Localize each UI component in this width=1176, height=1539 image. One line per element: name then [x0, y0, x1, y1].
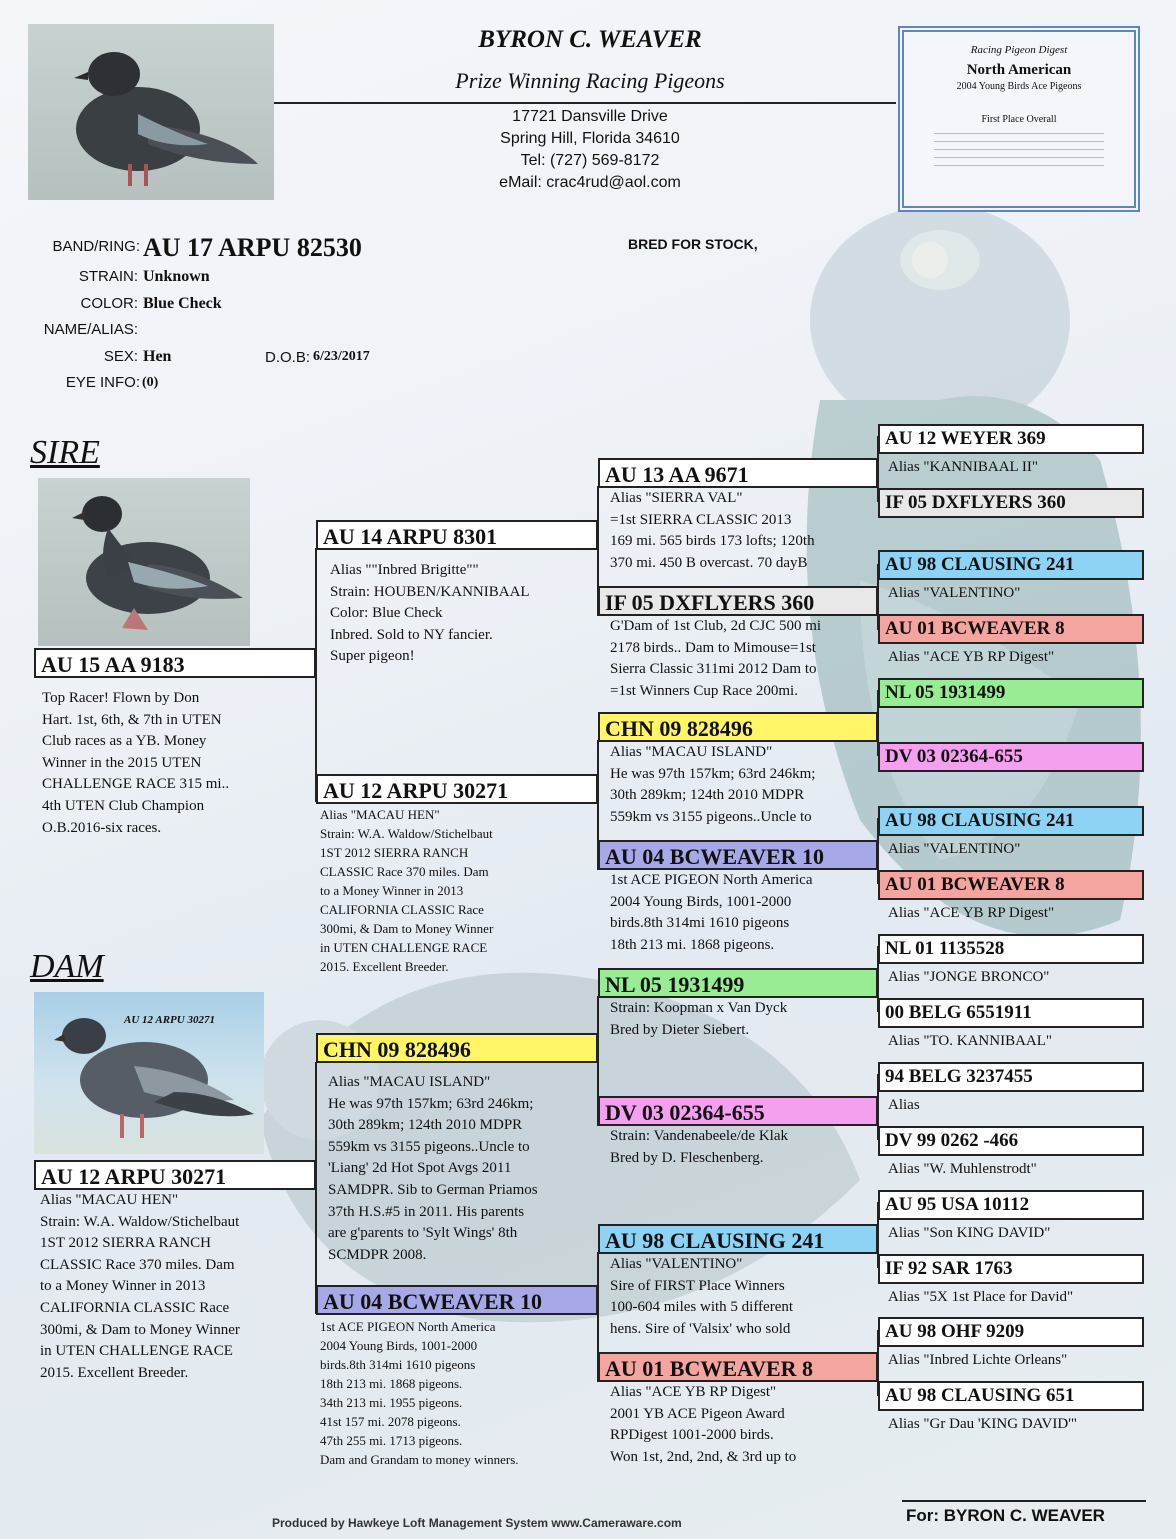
gen4-band[interactable]: AU 98 CLAUSING 241	[878, 806, 1144, 836]
gen3-notes	[610, 742, 815, 828]
note-line: Strain: Vandenabeele/de Klak	[610, 1128, 788, 1144]
strain-label: STRAIN:	[78, 268, 138, 285]
note-line: hens. Sire of 'Valsix' who sold	[610, 1320, 791, 1337]
note-line: SCMDPR 2008.	[328, 1246, 427, 1263]
note-line: O.B.2016-six races.	[42, 819, 162, 836]
header-bird-photo	[28, 24, 274, 200]
gen4-alias: Alias "JONGE BRONCO"	[888, 969, 1050, 985]
note-line: Club races as a YB. Money	[42, 733, 207, 750]
gen4-band[interactable]: AU 95 USA 10112	[878, 1190, 1144, 1220]
sire-photo	[38, 478, 250, 646]
gen3-band[interactable]: AU 98 CLAUSING 241	[598, 1224, 878, 1254]
gen4-alias: Alias "KANNIBAAL II"	[888, 459, 1038, 475]
gen4-alias: Alias "Inbred Lichte Orleans"	[888, 1352, 1068, 1368]
note-line: Strain: HOUBEN/KANNIBAAL	[330, 583, 530, 600]
note-line: =1st Winners Cup Race 200mi.	[610, 682, 798, 699]
note-line: 18th 213 mi. 1868 pigeons.	[610, 936, 775, 953]
pigeon-icon	[28, 24, 274, 200]
gen4-alias: Alias "5X 1st Place for David"	[888, 1289, 1074, 1305]
header-rule	[274, 102, 896, 104]
note-line: Sierra Classic 311mi 2012 Dam to	[610, 661, 817, 678]
gen2-dam-dam-notes	[320, 1317, 519, 1469]
note-line: Bred by Dieter Siebert.	[610, 1021, 750, 1038]
note-line: Alias "MACAU ISLAND"	[328, 1074, 491, 1090]
gen3-notes	[610, 998, 787, 1041]
note-line: 4th UTEN Club Champion	[42, 797, 205, 814]
note-line: 30th 289km; 124th 2010 MDPR	[610, 787, 805, 804]
note-line: 2001 YB ACE Pigeon Award	[610, 1405, 785, 1422]
note-line: He was 97th 157km; 63rd 246km;	[328, 1095, 534, 1112]
note-line: Top Racer! Flown by Don	[42, 690, 200, 706]
note-line: are g'parents to 'Sylt Wings' 8th	[328, 1225, 518, 1242]
note-line: Inbred. Sold to NY fancier.	[330, 626, 493, 643]
gen4-band[interactable]: AU 98 CLAUSING 241	[878, 550, 1144, 580]
bred-for: BRED FOR STOCK,	[628, 236, 758, 252]
award-certificate	[898, 26, 1140, 212]
gen4-band[interactable]: NL 05 1931499	[878, 678, 1144, 708]
note-line: 2004 Young Birds, 1001-2000	[320, 1338, 478, 1353]
note-line: 100-604 miles with 5 different	[610, 1299, 794, 1316]
note-line: Bred by D. Fleschenberg.	[610, 1149, 764, 1166]
certificate-line-2: 2004 Young Birds Ace Pigeons	[956, 81, 1082, 92]
note-line: in UTEN CHALLENGE RACE	[40, 1343, 233, 1360]
address-line-1: 17721 Dansville Drive	[512, 108, 668, 125]
note-line: Color: Blue Check	[330, 605, 443, 622]
gen3-band[interactable]: IF 05 DXFLYERS 360	[598, 586, 878, 616]
produced-by: Produced by Hawkeye Loft Management System www.Cameraware.com	[272, 1516, 682, 1530]
note-line: 1ST 2012 SIERRA RANCH	[320, 845, 469, 860]
breeder-name: BYRON C. WEAVER	[478, 26, 702, 53]
gen4-band[interactable]: NL 01 1135528	[878, 934, 1144, 964]
pigeon-icon	[38, 478, 250, 646]
gen3-notes	[610, 1382, 796, 1468]
pigeon-icon	[34, 992, 264, 1154]
gen4-band[interactable]: AU 98 OHF 9209	[878, 1317, 1144, 1347]
certificate-line-1: North American	[966, 62, 1072, 78]
note-line: He was 97th 157km; 63rd 246km;	[610, 765, 816, 782]
gen4-band[interactable]: DV 99 0262 -466	[878, 1126, 1144, 1156]
gen4-band[interactable]: 94 BELG 3237455	[878, 1062, 1144, 1092]
note-line: 34th 213 mi. 1955 pigeons.	[320, 1395, 463, 1410]
note-line: Alias ""Inbred Brigitte""	[330, 562, 479, 578]
gen4-alias: Alias "TO. KANNIBAAL"	[888, 1033, 1053, 1049]
gen2-sire-sire-band[interactable]: AU 14 ARPU 8301	[316, 520, 598, 550]
gen3-notes	[610, 1126, 788, 1169]
note-line: 559km vs 3155 pigeons..Uncle to	[328, 1138, 530, 1155]
gen4-alias: Alias "Gr Dau 'KING DAVID'"	[888, 1416, 1078, 1432]
band-label: BAND/RING:	[52, 238, 140, 255]
note-line: 300mi, & Dam to Money Winner	[320, 921, 494, 936]
gen2-dam-sire-band[interactable]: CHN 09 828496	[316, 1033, 598, 1063]
dam-band[interactable]: AU 12 ARPU 30271	[34, 1160, 316, 1190]
note-line: Alias "ACE YB RP Digest"	[610, 1384, 777, 1400]
certificate-title: Racing Pigeon Digest	[970, 44, 1068, 56]
note-line: birds.8th 314mi 1610 pigeons	[320, 1357, 476, 1372]
gen4-band[interactable]: AU 01 BCWEAVER 8	[878, 870, 1144, 900]
eye-label: EYE INFO:	[65, 374, 140, 391]
gen3-band[interactable]: DV 03 02364-655	[598, 1096, 878, 1126]
name-label: NAME/ALIAS:	[43, 321, 138, 338]
note-line: 37th H.S.#5 in 2011. His parents	[328, 1203, 525, 1220]
gen4-band[interactable]: DV 03 02364-655	[878, 742, 1144, 772]
note-line: 30th 289km; 124th 2010 MDPR	[328, 1117, 523, 1134]
gen4-band[interactable]: IF 05 DXFLYERS 360	[878, 488, 1144, 518]
note-line: Sire of FIRST Place Winners	[610, 1277, 785, 1294]
gen2-sire-dam-notes	[320, 805, 493, 976]
gen4-alias: Alias	[888, 1097, 920, 1113]
note-line: to a Money Winner in 2013	[40, 1278, 206, 1295]
note-line: Strain: Koopman x Van Dyck	[610, 1000, 788, 1016]
note-line: in UTEN CHALLENGE RACE	[320, 940, 488, 955]
phone: Tel: (727) 569-8172	[520, 152, 660, 169]
note-line: CALIFORNIA CLASSIC Race	[40, 1299, 230, 1316]
note-line: =1st SIERRA CLASSIC 2013	[610, 511, 792, 528]
gen4-alias: Alias "VALENTINO"	[888, 585, 1021, 601]
band-value: AU 17 ARPU 82530	[143, 233, 362, 262]
note-line: 41st 157 mi. 2078 pigeons.	[320, 1414, 461, 1429]
gen3-band[interactable]: NL 05 1931499	[598, 968, 878, 998]
note-line: Strain: W.A. Waldow/Stichelbaut	[320, 826, 493, 841]
gen3-notes	[610, 1254, 793, 1340]
note-line: Alias "MACAU HEN"	[320, 807, 440, 822]
footer-rule	[902, 1500, 1146, 1502]
gen4-band[interactable]: AU 12 WEYER 369	[878, 424, 1144, 454]
sire-notes	[42, 688, 229, 839]
gen4-band[interactable]: 00 BELG 6551911	[878, 998, 1144, 1028]
note-line: G'Dam of 1st Club, 2d CJC 500 mi	[610, 618, 822, 634]
note-line: Strain: W.A. Waldow/Stichelbaut	[40, 1213, 240, 1230]
sex-value: Hen	[143, 348, 172, 365]
gen4-alias: Alias "W. Muhlenstrodt"	[888, 1161, 1037, 1177]
note-line: Won 1st, 2nd, 2nd, & 3rd up to	[610, 1448, 797, 1465]
dob-label: D.O.B:	[264, 349, 310, 366]
gen2-dam-dam-band[interactable]: AU 04 BCWEAVER 10	[316, 1285, 598, 1315]
note-line: 2004 Young Birds, 1001-2000	[610, 893, 792, 910]
strain-value: Unknown	[143, 268, 210, 285]
note-line: SAMDPR. Sib to German Priamos	[328, 1181, 538, 1198]
note-line: 2015. Excellent Breeder.	[320, 959, 449, 974]
dob-value: 6/23/2017	[313, 349, 370, 364]
gen4-band[interactable]: IF 92 SAR 1763	[878, 1254, 1144, 1284]
note-line: 370 mi. 450 B overcast. 70 dayB	[610, 554, 808, 571]
gen3-notes	[610, 488, 815, 574]
note-line: 2015. Excellent Breeder.	[40, 1364, 189, 1381]
breeder-tagline: Prize Winning Racing Pigeons	[455, 68, 725, 93]
gen3-band[interactable]: CHN 09 828496	[598, 712, 878, 742]
gen2-dam-sire-notes	[328, 1072, 538, 1266]
note-line: CLASSIC Race 370 miles. Dam	[40, 1256, 235, 1273]
note-line: Dam and Grandam to money winners.	[320, 1452, 519, 1467]
note-line: 559km vs 3155 pigeons..Uncle to	[610, 808, 812, 825]
sire-heading: SIRE	[30, 434, 100, 471]
note-line: 47th 255 mi. 1713 pigeons.	[320, 1433, 463, 1448]
gen4-band[interactable]: AU 01 BCWEAVER 8	[878, 614, 1144, 644]
note-line: Alias "MACAU ISLAND"	[610, 744, 773, 760]
sire-band[interactable]: AU 15 AA 9183	[34, 648, 316, 678]
note-line: 18th 213 mi. 1868 pigeons.	[320, 1376, 463, 1391]
note-line: CHALLENGE RACE 315 mi..	[42, 776, 230, 793]
note-line: 169 mi. 565 birds 173 lofts; 120th	[610, 533, 815, 550]
note-line: Super pigeon!	[330, 648, 415, 665]
note-line: CLASSIC Race 370 miles. Dam	[320, 864, 489, 879]
note-line: RPDigest 1001-2000 birds.	[610, 1427, 774, 1444]
note-line: Alias "VALENTINO"	[610, 1256, 743, 1272]
email[interactable]: eMail: crac4rud@aol.com	[499, 174, 681, 191]
note-line: Hart. 1st, 6th, & 7th in UTEN	[42, 711, 222, 728]
note-line: 1ST 2012 SIERRA RANCH	[40, 1235, 212, 1252]
note-line: 1st ACE PIGEON North America	[610, 872, 813, 888]
note-line: CALIFORNIA CLASSIC Race	[320, 902, 484, 917]
certificate-line-3: First Place Overall	[981, 114, 1057, 125]
gen3-band[interactable]: AU 13 AA 9671	[598, 458, 878, 488]
eye-value: (0)	[142, 375, 159, 390]
note-line: 2178 birds.. Dam to Mimouse=1st	[610, 639, 816, 656]
note-line: Alias "SIERRA VAL"	[610, 490, 743, 506]
dam-heading: DAM	[30, 948, 104, 985]
note-line: 300mi, & Dam to Money Winner	[40, 1321, 240, 1338]
note-line: 1st ACE PIGEON North America	[320, 1319, 496, 1334]
dam-notes	[40, 1190, 240, 1384]
gen3-notes	[610, 870, 812, 956]
gen2-sire-sire-notes	[330, 560, 530, 668]
note-line: Winner in the 2015 UTEN	[42, 754, 202, 771]
gen4-alias: Alias "Son KING DAVID"	[888, 1225, 1051, 1241]
note-line: Alias "MACAU HEN"	[40, 1192, 179, 1208]
note-line: 'Liang' 2d Hot Spot Avgs 2011	[328, 1160, 512, 1177]
note-line: to a Money Winner in 2013	[320, 883, 464, 898]
sire-connector	[315, 548, 317, 802]
certificate-table	[934, 133, 1104, 173]
gen3-band[interactable]: AU 04 BCWEAVER 10	[598, 840, 878, 870]
address-line-2: Spring Hill, Florida 34610	[500, 130, 680, 147]
note-line: birds.8th 314mi 1610 pigeons	[610, 915, 790, 932]
gen3-band[interactable]: AU 01 BCWEAVER 8	[598, 1352, 878, 1382]
gen3-notes	[610, 616, 821, 702]
color-label: COLOR:	[80, 295, 138, 312]
gen4-alias: Alias "ACE YB RP Digest"	[888, 905, 1055, 921]
color-value: Blue Check	[143, 295, 222, 312]
for-breeder: For: BYRON C. WEAVER	[906, 1506, 1105, 1525]
dam-photo	[34, 992, 264, 1154]
sex-label: SEX:	[103, 348, 138, 365]
gen2-sire-dam-band[interactable]: AU 12 ARPU 30271	[316, 774, 598, 804]
gen4-alias: Alias "VALENTINO"	[888, 841, 1021, 857]
gen4-band[interactable]: AU 98 CLAUSING 651	[878, 1381, 1144, 1411]
dam-photo-caption: AU 12 ARPU 30271	[124, 1014, 215, 1026]
gen4-alias: Alias "ACE YB RP Digest"	[888, 649, 1055, 665]
dam-connector	[315, 1062, 317, 1314]
